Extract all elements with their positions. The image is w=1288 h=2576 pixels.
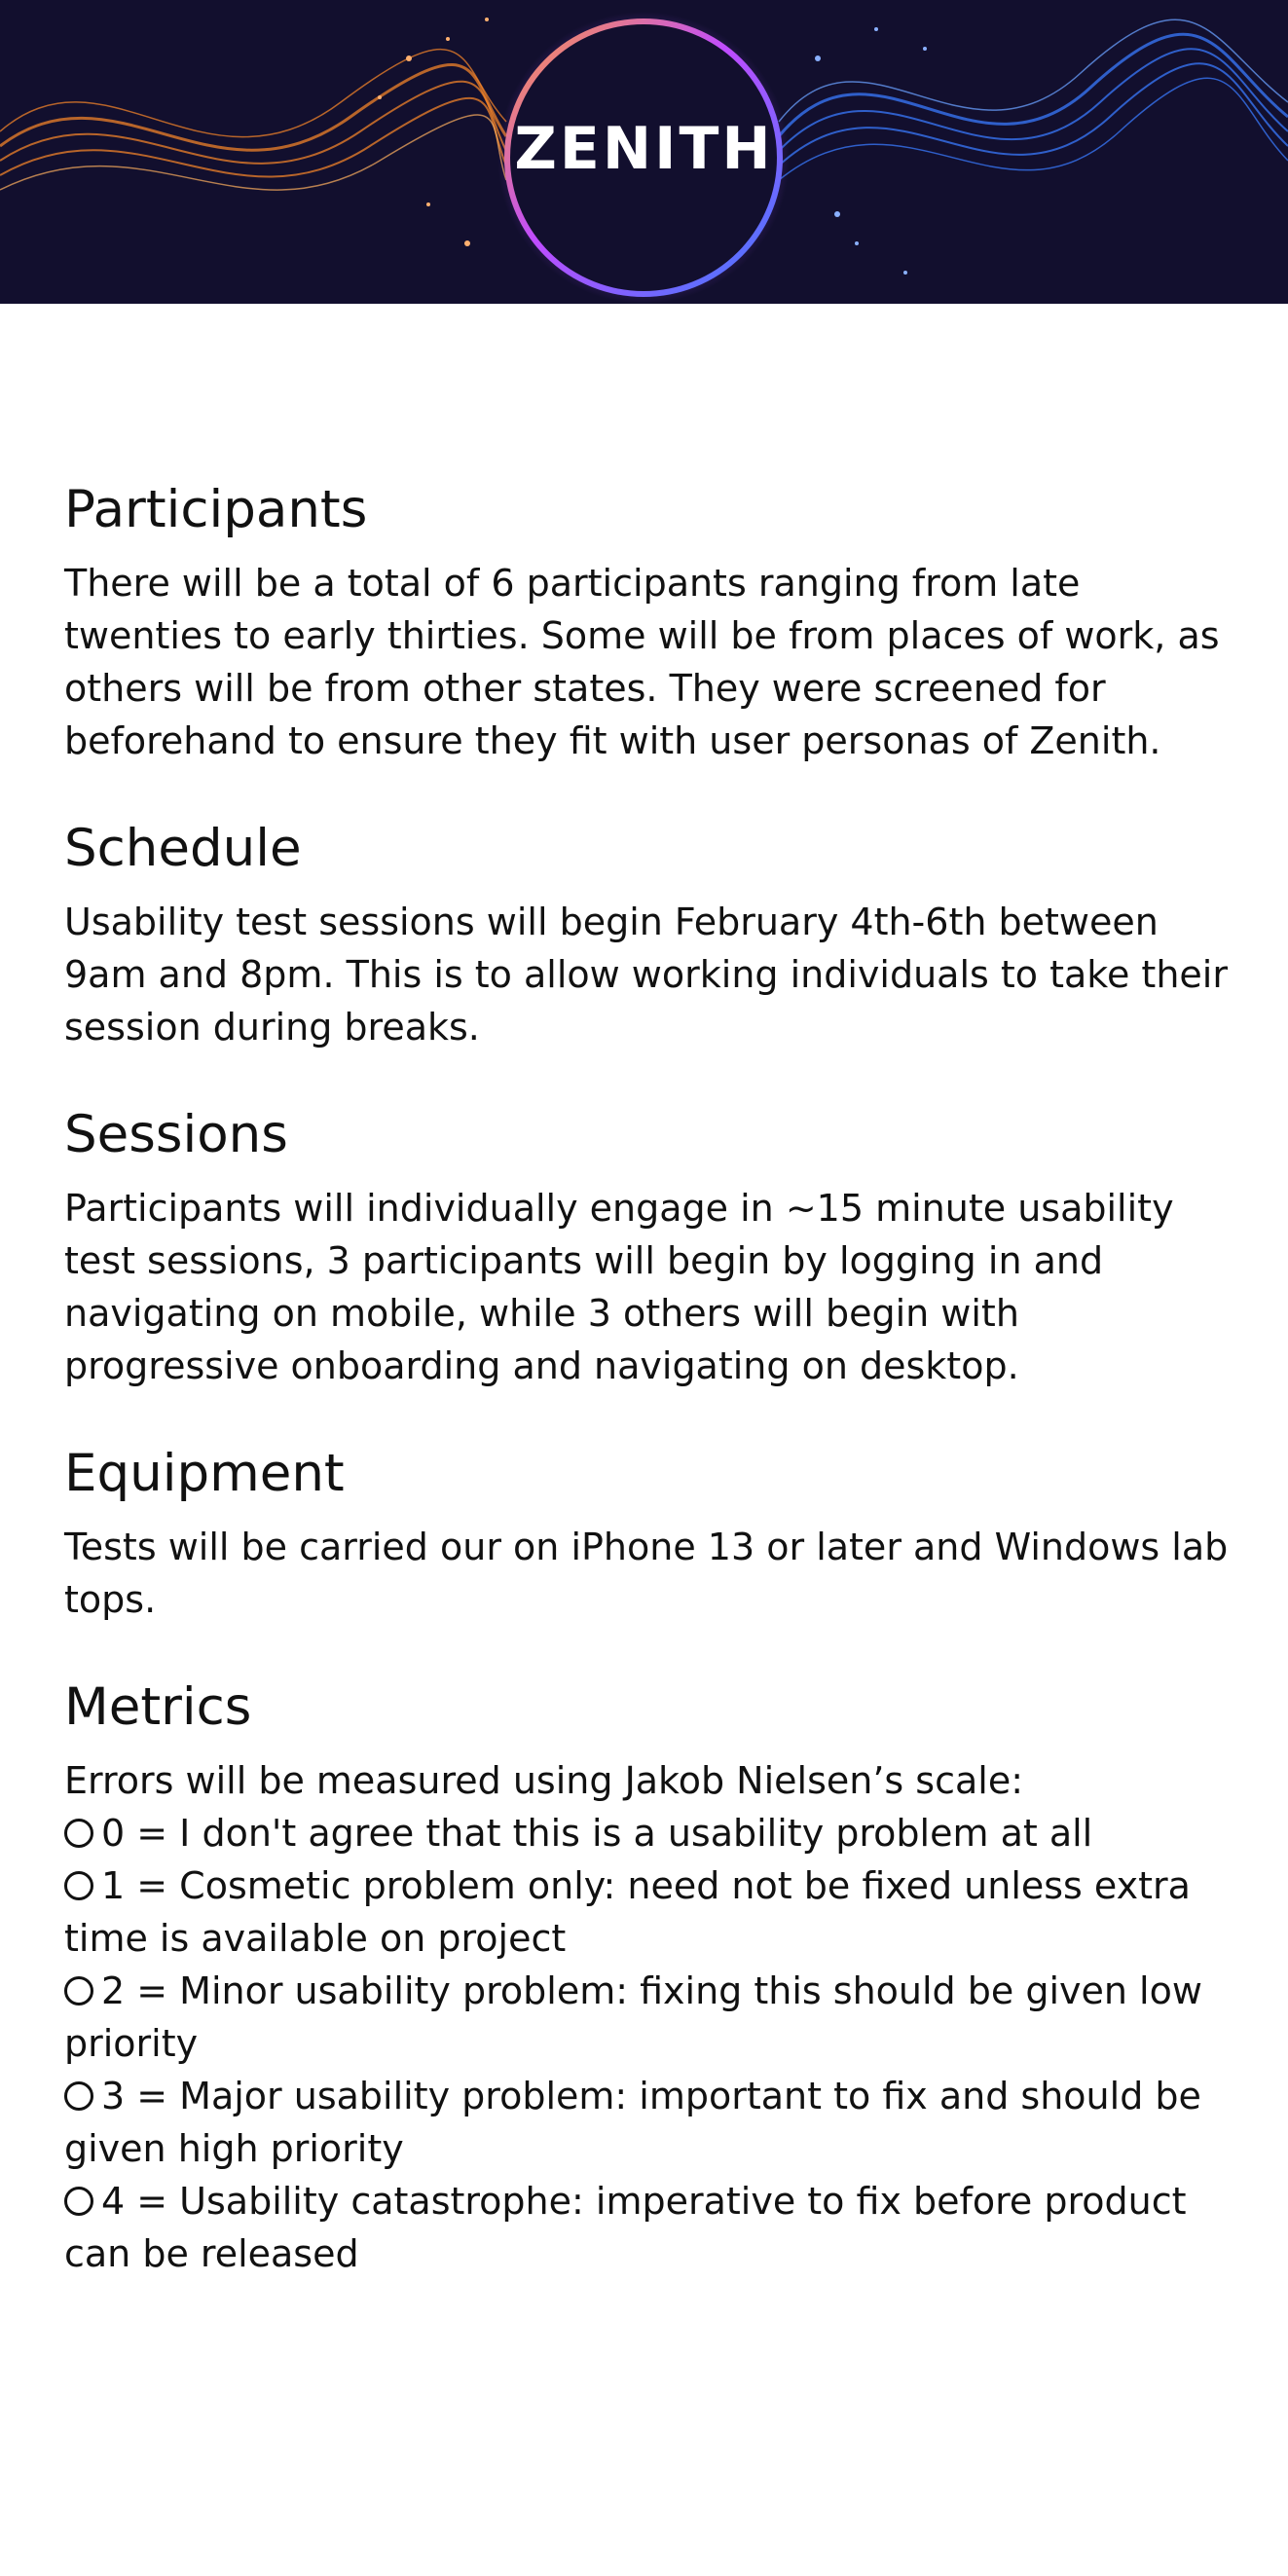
metrics-body [64,1754,1233,2280]
metric-text: 2 = Minor usability problem: fixing this should be given low priority [64,1969,1202,2065]
section-body: Participants will individually engage in ~15 minute usability test sessions, 3 participants will begin by logging in and navigating on mobile, while 3 others will begin with progressive onboarding and navigating on desktop. [64,1187,1174,1387]
section-heading: Sessions [64,1105,288,1164]
section-body: Usability test sessions will begin February 4th-6th between 9am and 8pm. This is to allow working individuals to take their session during breaks. [64,901,1228,1049]
metric-item [64,1965,1233,2070]
metric-text: 1 = Cosmetic problem only: need not be fixed unless extra time is available on project [64,1864,1191,1960]
section-heading: Metrics [64,1677,252,1737]
document-content [64,475,1233,2327]
section-heading: Equipment [64,1444,345,1503]
metric-text: 3 = Major usability problem: important to fix and should be given high priority [64,2075,1201,2170]
section-sessions [64,1100,1233,1392]
radio-circle-icon [64,2187,93,2216]
header-banner [0,0,1288,304]
section-heading: Participants [64,480,368,539]
metric-item [64,1859,1233,1965]
section-metrics [64,1673,1233,2280]
section-participants [64,475,1233,767]
section-schedule [64,814,1233,1053]
radio-circle-icon [64,1871,93,1900]
metric-item [64,1807,1233,1859]
radio-circle-icon [64,1976,93,2006]
metric-item [64,2070,1233,2175]
section-heading: Schedule [64,819,302,878]
radio-circle-icon [64,2081,93,2111]
section-body: There will be a total of 6 participants ranging from late twenties to early thirties. Some will be from places of work, as others will be from other states. They were screened for beforehand to ensure they fit with user personas of Zenith. [64,562,1220,762]
section-equipment [64,1439,1233,1626]
metrics-intro: Errors will be measured using Jakob Nielsen’s scale: [64,1759,1024,1802]
metric-text: 4 = Usability catastrophe: imperative to fix before product can be released [64,2180,1187,2275]
section-body: Tests will be carried our on iPhone 13 or later and Windows lab tops. [64,1526,1229,1621]
zenith-logo: ZENITH [514,115,774,183]
metric-text: 0 = I don't agree that this is a usability problem at all [101,1812,1093,1855]
radio-circle-icon [64,1819,93,1848]
metric-item [64,2175,1233,2280]
